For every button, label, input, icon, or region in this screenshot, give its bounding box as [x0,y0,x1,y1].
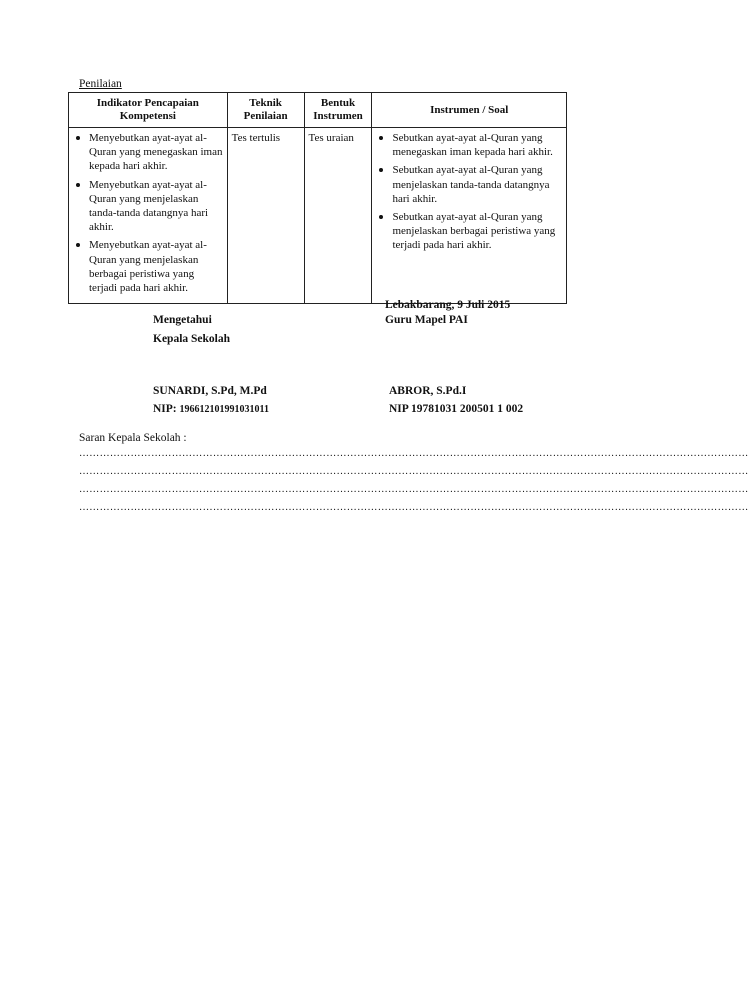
indicator-list [73,131,223,295]
dotted-line: …………………………………………………………………………………………………………………………………………………………………………… [79,502,749,513]
saran-label: Saran Kepala Sekolah : [79,432,187,444]
assessment-table [68,92,567,304]
list-item: Menyebutkan ayat-ayat al-Quran yang menjelaskan berbagai peristiwa yang terjadi pada hari akhir. [73,238,223,295]
indikator-cell [69,128,228,304]
list-item: Sebutkan ayat-ayat al-Quran yang menjelaskan tanda-tanda datangnya hari akhir. [376,163,562,206]
dotted-line: …………………………………………………………………………………………………………………………………………………………………………… [79,484,749,495]
question-list [376,131,562,253]
header-teknik: Teknik Penilaian [227,93,304,128]
kepala-sekolah-name: SUNARDI, S.Pd, M.Pd [153,385,267,397]
guru-nip: NIP 19781031 200501 1 002 [389,403,524,415]
mengetahui-label: Mengetahui [153,314,212,326]
table-row [69,128,567,304]
header-instrumen: Instrumen / Soal [372,93,567,128]
header-bentuk: Bentuk Instrumen [304,93,372,128]
nip-label: NIP: [153,403,177,415]
kepala-sekolah-nip [153,403,269,415]
table-header-row [69,93,567,128]
place-date: Lebakbarang, 9 Juli 2015 [385,299,511,311]
kepala-sekolah-title: Kepala Sekolah [153,333,231,345]
teknik-cell: Tes tertulis [227,128,304,304]
guru-name: ABROR, S.Pd.I [389,385,467,397]
section-title: Penilaian [79,78,122,90]
bentuk-cell: Tes uraian [304,128,372,304]
soal-cell [372,128,567,304]
list-item: Sebutkan ayat-ayat al-Quran yang menjelaskan berbagai peristiwa yang terjadi pada hari akhir. [376,210,562,253]
list-item: Menyebutkan ayat-ayat al-Quran yang menjelaskan tanda-tanda datangnya hari akhir. [73,178,223,235]
header-indikator: Indikator Pencapaian Kompetensi [69,93,228,128]
guru-mapel-title: Guru Mapel PAI [385,314,468,326]
dotted-line: …………………………………………………………………………………………………………………………………………………………………………… [79,466,749,477]
list-item: Sebutkan ayat-ayat al-Quran yang menegaskan iman kepada hari akhir. [376,131,562,159]
list-item: Menyebutkan ayat-ayat al-Quran yang menegaskan iman kepada hari akhir. [73,131,223,174]
dotted-line: …………………………………………………………………………………………………………………………………………………………………………… [79,448,749,459]
nip-number: 196612101991031011 [179,404,269,415]
